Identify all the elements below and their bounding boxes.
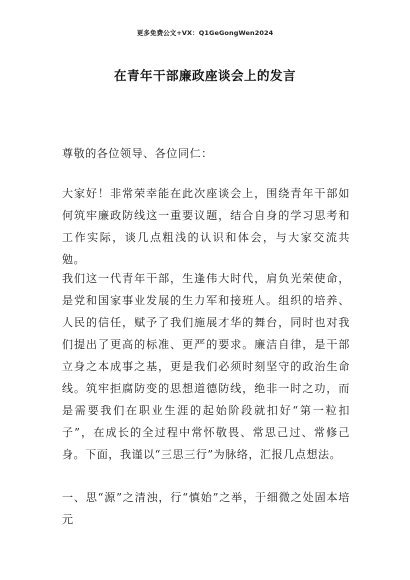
section-heading-1: 一、思“源”之清浊，行“慎始”之举，于细微之处固本培元 bbox=[62, 491, 350, 526]
paragraph-1: 大家好！非常荣幸能在此次座谈会上，围绕青年干部如何筑牢廉政防线这一重要议题，结合自身的学习思考和工作实际，谈几点粗浅的认识和体会，与大家交流共勉。 bbox=[62, 187, 350, 266]
document-title: 在青年干部廉政座谈会上的发言 bbox=[113, 68, 296, 83]
salutation: 尊敬的各位领导、各位同仁： bbox=[62, 147, 213, 160]
paragraph-2: 我们这一代青年干部，生逢伟大时代，肩负光荣使命，是党和国家事业发展的生力军和接班人。组织的培养、人民的信任，赋予了我们施展才华的舞台，同时也对我们提出了更高的标准、更严的要求。廉洁自律，是干部立身之本成事之基，更是我们必须时刻坚守的政治生命线。筑牢拒腐防变的思想道德防线，绝非一时之功，而是需要我们在职业生涯的起始阶段就扣好“第一粒扣子”，在成长的全过程中常怀敬畏、常思己过、常修己身。下面，我谨以“三思三行”为脉络，汇报几点想法。 bbox=[62, 272, 350, 461]
header-note: 更多免费公文+VX：Q1GeGongWen2024 bbox=[136, 29, 274, 37]
